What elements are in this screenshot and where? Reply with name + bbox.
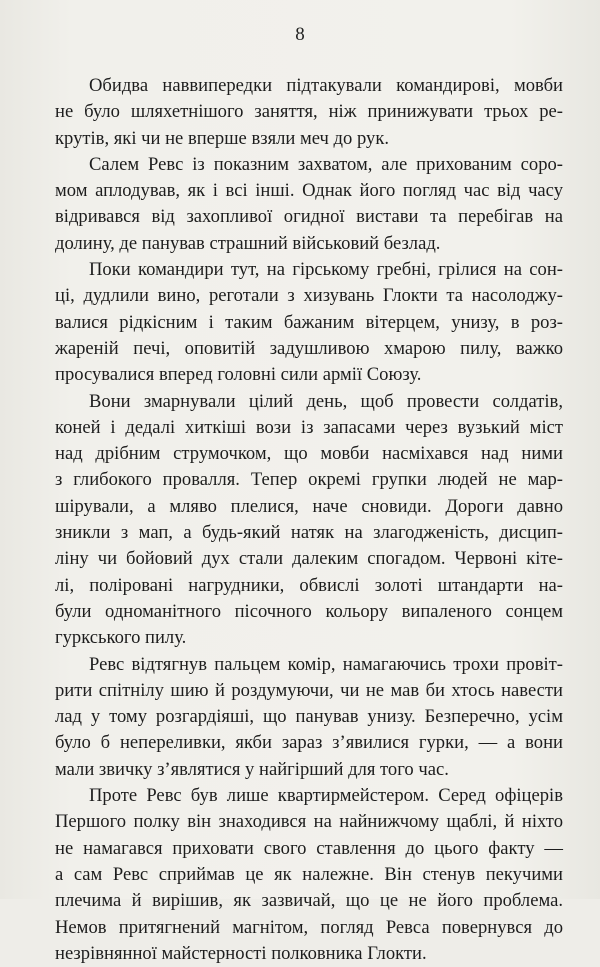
text-line: а сам Ревс сприймав це як належне. Він стенув пекучими	[55, 863, 563, 885]
text-line: мом аплодував, як і всі інші. Однак його погляд час від часу	[55, 180, 563, 202]
text-line: лад у тому розгардіяші, що панував унизу. Безперечно, усім	[55, 706, 563, 728]
text-line: над дрібним струмочком, що мовби насміхався над ними	[55, 443, 563, 465]
text-line: Немов притягнений магнітом, погляд Ревса повернувся до	[55, 916, 563, 938]
text-line: Ревс відтягнув пальцем комір, намагаючись трохи провіт-	[89, 653, 563, 675]
text-line: не було шляхетнішого заняття, ніж принижувати трьох ре-	[55, 101, 563, 123]
text-line: Салем Ревс із показним захватом, але прихованим соро-	[89, 153, 563, 175]
text-line: долину, де панував страшний військовий безлад.	[55, 232, 441, 254]
text-line: Проте Ревс був лише квартирмейстером. Серед офіцерів	[89, 785, 563, 807]
text-line: крутів, які чи не вперше взяли меч до рук.	[55, 127, 389, 149]
text-line: було б непереливки, якби зараз з’явилися гурки, — а вони	[55, 732, 563, 754]
body-text	[55, 73, 563, 967]
text-line: плечима й вирішив, як зазвичай, що це не його проблема.	[55, 890, 563, 912]
text-line: з глибокого провалля. Тепер окремі групки людей не мар-	[55, 469, 563, 491]
text-line: Поки командири тут, на гірському гребні, грілися на сон-	[89, 259, 563, 281]
text-line: відривався від захопливої огидної вистави та перебігав на	[55, 206, 563, 228]
text-line: незрівнянної майстерності полковника Глокти.	[55, 942, 427, 964]
text-line: ці, дудлили вино, реготали з хизувань Глокти та насолоджу-	[55, 285, 563, 307]
text-line: мали звичку з’являтися у найгірший для того час.	[55, 758, 449, 780]
text-line: не намагався приховати свого ставлення до цього факту —	[55, 837, 563, 859]
text-line: жареній печі, оповитій задушливою хмарою пилу, важко	[55, 337, 563, 359]
text-line: були одноманітного пісочного кольору випаленого сонцем	[55, 600, 563, 622]
text-line: шірували, а мляво плелися, наче сновиди. Дороги давно	[55, 495, 563, 517]
text-line: коней і дедалі хиткіші вози із запасами через вузький міст	[55, 416, 563, 438]
text-line: зникли з мап, а будь-який натяк на злагодженість, дисцип-	[55, 522, 563, 544]
text-line: Обидва наввипередки підтакували командирові, мовби	[89, 75, 563, 96]
text-line: лі, поліровані нагрудники, обвислі золоті штандарти на-	[55, 574, 563, 596]
text-line: гуркського пилу.	[55, 627, 187, 649]
text-line: Вони змарнували цілий день, щоб провести солдатів,	[89, 390, 563, 412]
text-line: рити спітнілу шию й роздумуючи, чи не мав би хтось навести	[55, 679, 563, 701]
text-line: Першого полку він знаходився на найнижчому щаблі, й ніхто	[55, 811, 563, 833]
text-line: просувалися вперед головні сили армії Союзу.	[55, 364, 422, 386]
page-number: 8	[295, 24, 305, 45]
text-line: валися рідкісним і таким бажаним вітерцем, унизу, в роз-	[55, 311, 563, 333]
text-line: ліну чи бойовий дух стали далеким спогадом. Червоні кіте-	[55, 548, 563, 570]
